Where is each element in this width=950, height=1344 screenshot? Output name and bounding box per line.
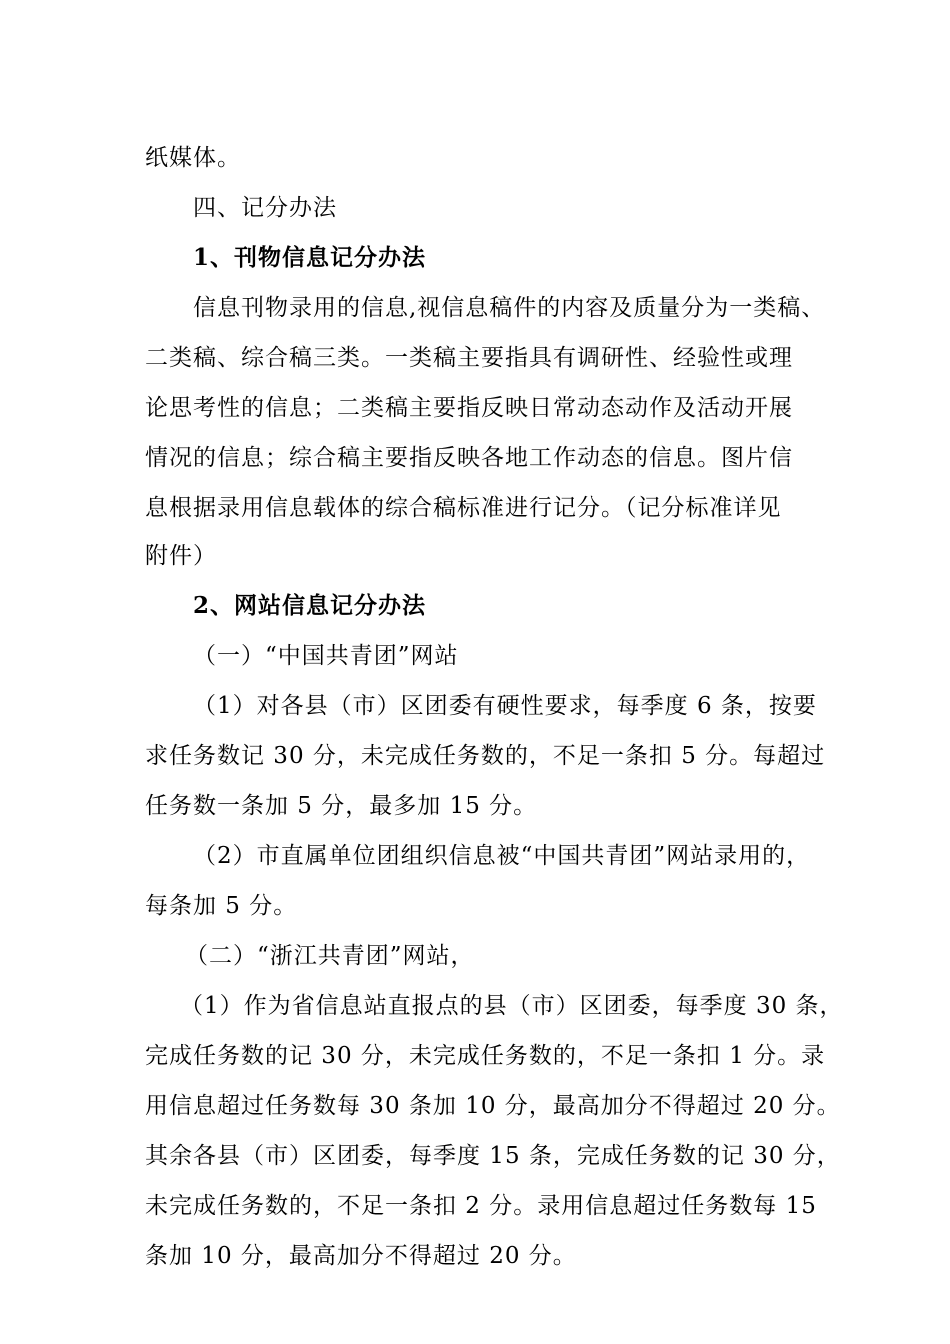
paragraph-line: 息根据录用信息载体的综合稿标准进行记分。（记分标准详见 bbox=[145, 495, 782, 521]
paragraph-line: 情况的信息；综合稿主要指反映各地工作动态的信息。图片信 bbox=[145, 445, 793, 471]
paragraph-line: （1）作为省信息站直报点的县（市）区团委，每季度 30 条， bbox=[180, 993, 844, 1019]
paragraph-line: 条加 10 分，最高加分不得超过 20 分。 bbox=[145, 1243, 577, 1269]
paragraph-line: 附件） bbox=[145, 543, 217, 569]
paragraph-line: （1）对各县（市）区团委有硬性要求，每季度 6 条，按要 bbox=[193, 693, 817, 719]
paragraph-line: 每条加 5 分。 bbox=[145, 893, 298, 919]
section-heading: 四、记分办法 bbox=[193, 195, 337, 221]
paragraph-line: 二类稿、综合稿三类。一类稿主要指具有调研性、经验性或理 bbox=[145, 345, 793, 371]
paragraph-line: （二）“浙江共青团”网站， bbox=[185, 943, 475, 969]
paragraph-line: 求任务数记 30 分，未完成任务数的，不足一条扣 5 分。每超过 bbox=[145, 743, 826, 769]
paragraph-line: 纸媒体。 bbox=[145, 145, 241, 171]
paragraph-line: 未完成任务数的，不足一条扣 2 分。录用信息超过任务数每 15 bbox=[145, 1193, 817, 1219]
paragraph-line: 完成任务数的记 30 分，未完成任务数的，不足一条扣 1 分。录 bbox=[145, 1043, 826, 1069]
paragraph-line: （2）市直属单位团组织信息被“中国共青团”网站录用的， bbox=[193, 843, 811, 869]
subsection-heading: 1、刊物信息记分办法 bbox=[193, 244, 427, 271]
paragraph-line: 论思考性的信息；二类稿主要指反映日常动态动作及活动开展 bbox=[145, 395, 793, 421]
paragraph-line: 信息刊物录用的信息,视信息稿件的内容及质量分为一类稿、 bbox=[193, 295, 826, 321]
paragraph-line: （一）“中国共青团”网站 bbox=[193, 643, 459, 669]
paragraph-line: 任务数一条加 5 分，最多加 15 分。 bbox=[145, 793, 538, 819]
paragraph-line: 其余各县（市）区团委，每季度 15 条，完成任务数的记 30 分， bbox=[145, 1143, 841, 1169]
subsection-heading: 2、网站信息记分办法 bbox=[193, 592, 427, 619]
paragraph-line: 用信息超过任务数每 30 条加 10 分，最高加分不得超过 20 分。 bbox=[145, 1093, 841, 1119]
